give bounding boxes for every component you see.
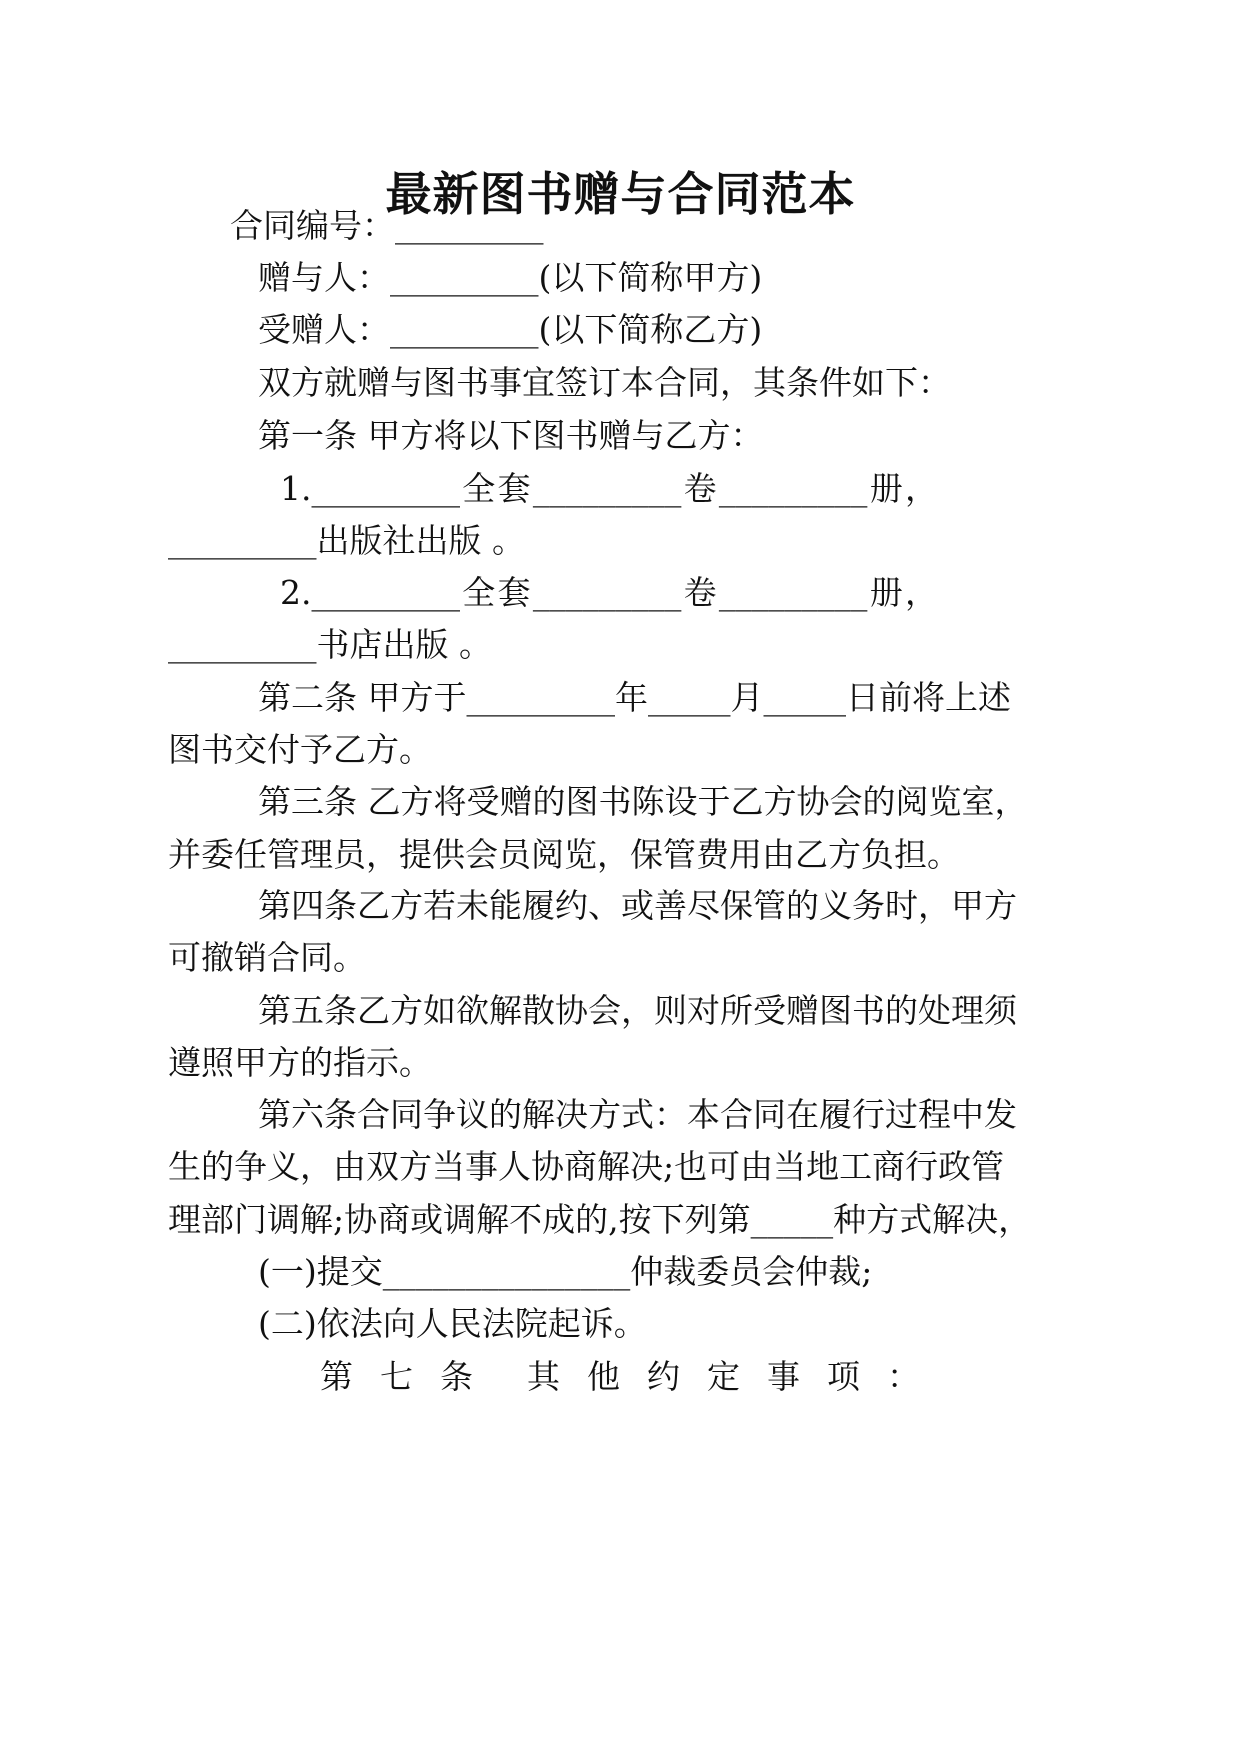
article-1-line: 第一条 甲方将以下图书赠与乙方： [258,416,764,455]
item-1-part: _________ [532,469,682,508]
item-1-part: _________ [718,469,868,508]
donor-line: 赠与人：_________(以下简称甲方) [258,258,763,297]
intro-line: 双方就赠与图书事宜签订本合同，其条件如下： [258,363,951,402]
article-4-line-b: 可撤销合同。 [168,938,366,977]
donee-line: 受赠人：_________(以下简称乙方) [258,310,763,349]
item-2-line-b: _________书店出版 。 [168,625,492,664]
contract-number-line: 合同编号：_________ [230,206,544,245]
article-7-char: 约 [647,1357,680,1396]
item-1-line-b: _________出版社出版 。 [168,521,525,560]
article-6-line-b: 生的争义，由双方当事人协商解决;也可由当地工商行政管 [168,1147,1005,1186]
item-1-part: 册 [869,469,903,508]
article-7-line [320,1357,920,1397]
item-1-part: ， [904,469,938,508]
item-1-line-a [280,469,938,509]
article-7-char: 七 [380,1357,413,1396]
article-6-line-c: 理部门调解;协商或调解不成的,按下列第_____种方式解决， [168,1200,1032,1239]
article-3-line-a: 第三条 乙方将受赠的图书陈设于乙方协会的阅览室， [258,782,1028,821]
article-7-char: 事 [767,1357,800,1396]
option-2-line: (二)依法向人民法院起诉。 [258,1304,647,1343]
item-1-part: 1._________ [280,469,460,508]
article-2-line-a: 第二条 甲方于_________年_____月_____日前将上述 [258,678,1011,717]
item-2-part: 卷 [683,573,717,612]
item-2-part: _________ [532,573,682,612]
document-title: 最新图书赠与合同范本 [385,167,856,221]
article-7-char: 其 [527,1357,560,1396]
article-7-char: 定 [707,1357,740,1396]
article-5-line-b: 遵照甲方的指示。 [168,1043,432,1082]
article-2-line-b: 图书交付予乙方。 [168,730,432,769]
item-1-part: 套 [497,469,531,508]
article-7-char: 第 [320,1357,353,1396]
item-2-line-a [280,573,938,613]
item-2-part: 册 [869,573,903,612]
article-5-line-a: 第五条乙方如欲解散协会，则对所受赠图书的处理须 [258,991,1017,1030]
article-7-char: 他 [587,1357,620,1396]
item-2-part: ， [904,573,938,612]
option-1-line: (一)提交_______________仲裁委员会仲裁; [258,1252,873,1291]
article-7-char: ： [887,1357,920,1396]
item-2-part: _________ [718,573,868,612]
article-4-line-a: 第四条乙方若未能履约、或善尽保管的义务时，甲方 [258,886,1017,925]
article-7-char: 项 [827,1357,860,1396]
article-6-line-a: 第六条合同争议的解决方式：本合同在履行过程中发 [258,1095,1017,1134]
article-3-line-b: 并委任管理员，提供会员阅览，保管费用由乙方负担。 [168,835,960,874]
item-1-part: 卷 [683,469,717,508]
article-7-char: 条 [440,1357,473,1396]
item-2-part: 2._________ [280,573,460,612]
item-2-part: 全 [462,573,496,612]
item-2-part: 套 [497,573,531,612]
item-1-part: 全 [462,469,496,508]
